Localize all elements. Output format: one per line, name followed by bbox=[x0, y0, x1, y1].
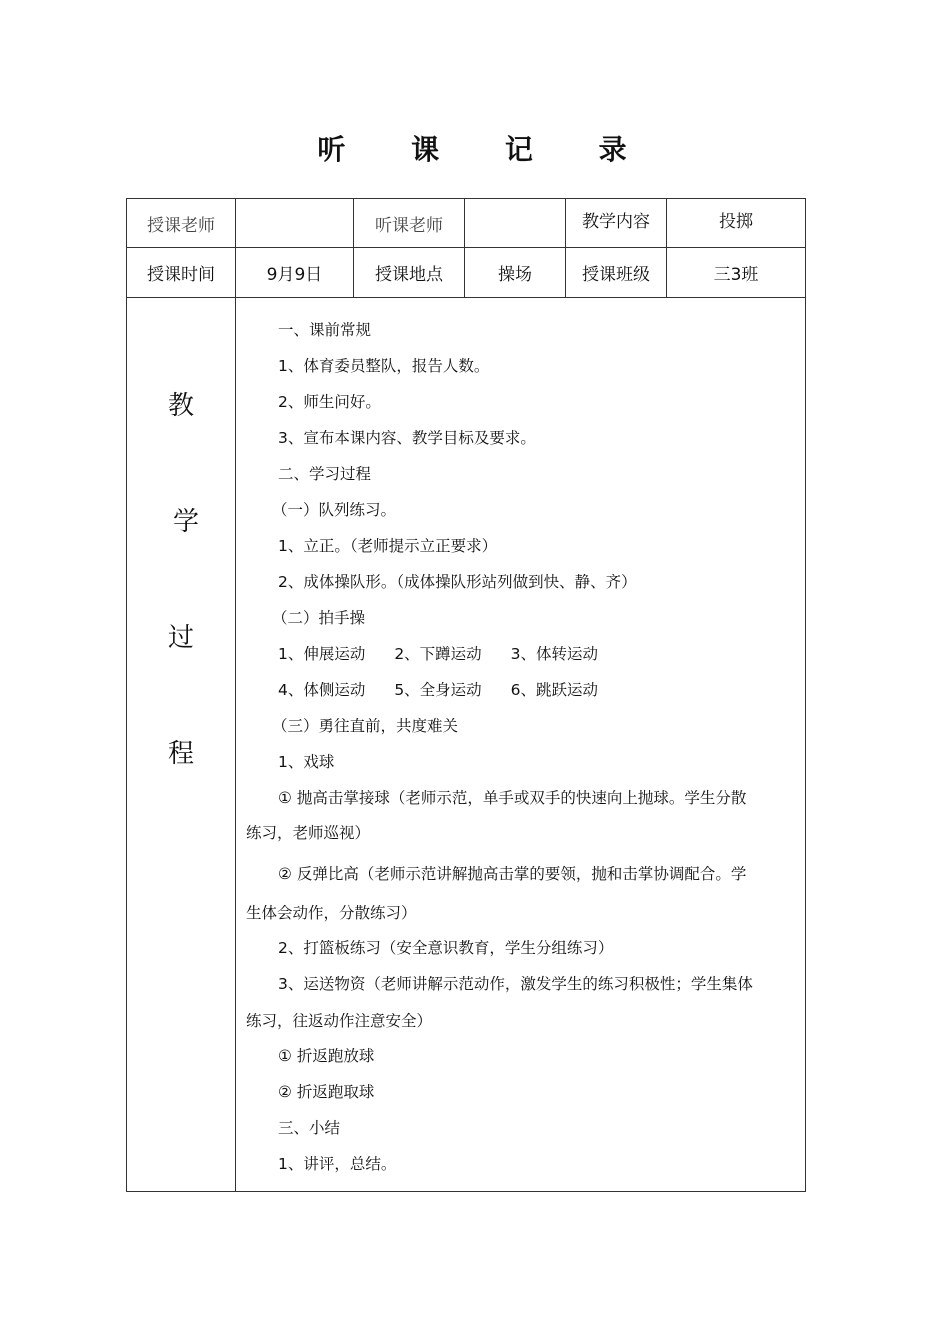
process-char-2: 学 bbox=[172, 507, 199, 537]
content-line: 2、打篮板练习（安全意识教育，学生分组练习） bbox=[278, 939, 614, 957]
observer-label: 听课老师 bbox=[354, 199, 465, 248]
time-label: 授课时间 bbox=[127, 248, 236, 298]
place-value: 操场 bbox=[465, 248, 566, 298]
content-line: 练习，老师巡视） bbox=[246, 824, 371, 842]
content-line: 2、成体操队形。（成体操队形站列做到快、静、齐） bbox=[278, 573, 637, 591]
content-line: （三）勇往直前，共度难关 bbox=[272, 717, 459, 735]
time-value: 9月9日 bbox=[236, 248, 354, 298]
exercise-item: 5、全身运动 bbox=[394, 681, 482, 699]
process-row bbox=[127, 298, 806, 1192]
content-line: 3、运送物资（老师讲解示范动作，激发学生的练习积极性；学生集体 bbox=[278, 975, 753, 993]
record-table bbox=[126, 198, 806, 1192]
content-line: 2、师生问好。 bbox=[278, 393, 381, 411]
page-title: 听 课 记 录 bbox=[317, 133, 655, 166]
content-line: 1、立正。（老师提示立正要求） bbox=[278, 537, 498, 555]
content-label: 教学内容 bbox=[566, 199, 667, 248]
content-line bbox=[246, 636, 797, 672]
content-line: 一、课前常规 bbox=[278, 321, 372, 339]
content-line: ② 反弹比高（老师示范讲解抛高击掌的要领，抛和击掌协调配合。学 bbox=[278, 865, 747, 883]
content-line: （一）队列练习。 bbox=[272, 501, 397, 519]
exercise-item: 2、下蹲运动 bbox=[394, 645, 482, 663]
content-line: 1、讲评，总结。 bbox=[278, 1155, 397, 1173]
process-label bbox=[127, 298, 236, 1192]
class-label: 授课班级 bbox=[566, 248, 667, 298]
content-line: 三、小结 bbox=[278, 1119, 341, 1137]
exercise-item: 3、体转运动 bbox=[510, 645, 598, 663]
observer-value bbox=[465, 199, 566, 248]
content-line: ② 折返跑取球 bbox=[278, 1083, 375, 1101]
exercise-item: 6、跳跃运动 bbox=[510, 681, 598, 699]
process-content bbox=[236, 298, 806, 1192]
content-line bbox=[246, 672, 797, 708]
content-line: 1、体育委员整队，报告人数。 bbox=[278, 357, 490, 375]
teacher-label: 授课老师 bbox=[127, 199, 236, 248]
content-value: 投掷 bbox=[667, 199, 806, 248]
header-row-1 bbox=[127, 199, 806, 248]
content-line: （二）拍手操 bbox=[272, 609, 366, 627]
process-char-1: 教 bbox=[167, 391, 194, 421]
content-line: 3、宣布本课内容、教学目标及要求。 bbox=[278, 429, 536, 447]
content-line: 1、戏球 bbox=[278, 753, 335, 771]
exercise-item: 1、伸展运动 bbox=[278, 645, 366, 663]
header-row-2 bbox=[127, 248, 806, 298]
exercise-item: 4、体侧运动 bbox=[278, 681, 366, 699]
content-line: 生体会动作，分散练习） bbox=[246, 904, 417, 922]
content-line: 练习，往返动作注意安全） bbox=[246, 1012, 433, 1030]
content-line: ① 折返跑放球 bbox=[278, 1047, 375, 1065]
teacher-value bbox=[236, 199, 354, 248]
process-char-4: 程 bbox=[167, 739, 194, 769]
content-line: 二、学习过程 bbox=[278, 465, 372, 483]
class-value: 三3班 bbox=[667, 248, 806, 298]
content-line: ① 抛高击掌接球（老师示范，单手或双手的快速向上抛球。学生分散 bbox=[278, 789, 747, 807]
place-label: 授课地点 bbox=[354, 248, 465, 298]
process-char-3: 过 bbox=[167, 623, 194, 653]
